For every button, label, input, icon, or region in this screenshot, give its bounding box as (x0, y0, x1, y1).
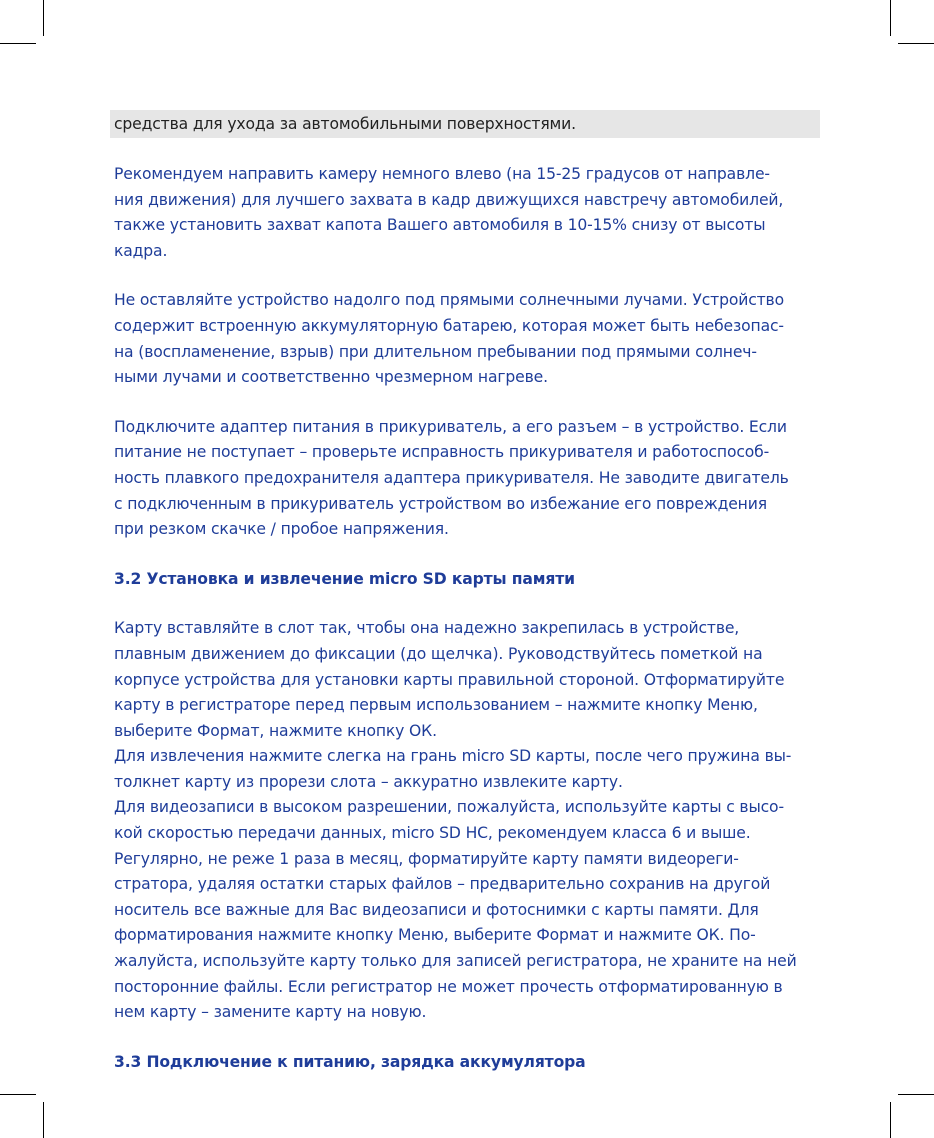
text-line: толкнет карту из прорези слота – аккуратно извлеките карту. (114, 772, 623, 791)
text-line: ния движения) для лучшего захвата в кадр движущихся навстречу автомобилей, (114, 190, 784, 209)
text-line: Для извлечения нажмите слегка на грань micro SD карты, после чего пружина вы- (114, 747, 792, 766)
text-line: карту в регистраторе перед первым использованием – нажмите кнопку Меню, (114, 696, 758, 715)
text-line: кой скоростью передачи данных, micro SD HC, рекомендуем класса 6 и выше. (114, 824, 751, 843)
crop-mark (898, 1094, 934, 1095)
page-content (114, 110, 824, 1075)
paragraph-sun-warning (114, 288, 824, 390)
crop-mark (0, 43, 36, 44)
text-line: с подключенным в прикуриватель устройством во избежание его повреждения (114, 494, 767, 513)
text-line: также установить захват капота Вашего автомобиля в 10-15% снизу от высоты (114, 216, 766, 235)
crop-mark (43, 1102, 44, 1138)
text-line: Подключите адаптер питания в прикуриватель, а его разъем – в устройство. Если (114, 417, 787, 436)
text-line: при резком скачке / пробое напряжения. (114, 520, 449, 539)
text-line: стратора, удаляя остатки старых файлов – предварительно сохранив на другой (114, 875, 771, 894)
text-line: посторонние файлы. Если регистратор не может прочесть отформатированную в (114, 977, 783, 996)
text-line: нем карту – замените карту на новую. (114, 1003, 427, 1022)
highlighted-text-band: средства для ухода за автомобильными поверхностями. (110, 110, 820, 138)
text-line: корпусе устройства для установки карты правильной стороной. Отформатируйте (114, 670, 785, 689)
text-line: форматирования нажмите кнопку Меню, выберите Формат и нажмите ОК. По- (114, 926, 756, 945)
text-line: Карту вставляйте в слот так, чтобы она надежно закрепилась в устройстве, (114, 619, 740, 638)
text-line: ность плавкого предохранителя адаптера прикуривателя. Не заводите двигатель (114, 468, 789, 487)
section-heading-3-3: 3.3 Подключение к питанию, зарядка аккумулятора (114, 1052, 586, 1071)
text-line: Рекомендуем направить камеру немного влево (на 15-25 градусов от направле- (114, 165, 770, 183)
text-line: содержит встроенную аккумуляторную батарею, которая может быть небезопас- (114, 316, 784, 335)
paragraph-camera-angle (114, 162, 824, 264)
text-line: Для видеозаписи в высоком разрешении, пожалуйста, используйте карты с высо- (114, 798, 784, 817)
crop-mark (890, 0, 891, 36)
text-line: Не оставляйте устройство надолго под прямыми солнечными лучами. Устройство (114, 291, 784, 310)
section-heading-3-2: 3.2 Установка и извлечение micro SD карты памяти (114, 569, 575, 588)
crop-mark (898, 43, 934, 44)
text-line: носитель все важные для Вас видеозаписи и фотоснимки с карты памяти. Для (114, 900, 759, 919)
paragraph-power-adapter (114, 415, 824, 543)
crop-mark (0, 1094, 36, 1095)
text-line: ными лучами и соответственно чрезмерном нагреве. (114, 368, 548, 387)
crop-mark (43, 0, 44, 36)
text-line: плавным движением до фиксации (до щелчка). Руководствуйтесь пометкой на (114, 644, 763, 663)
text-line: Регулярно, не реже 1 раза в месяц, форматируйте карту памяти видеореги- (114, 849, 739, 868)
text-line: питание не поступает – проверьте исправность прикуривателя и работоспособ- (114, 443, 770, 462)
text-line: на (воспламенение, взрыв) при длительном пребывании под прямыми солнеч- (114, 342, 757, 361)
text-line: выберите Формат, нажмите кнопку ОК. (114, 721, 437, 740)
crop-mark (890, 1102, 891, 1138)
text-line: жалуйста, используйте карту только для записей регистратора, не храните на ней (114, 952, 797, 971)
text-line: кадра. (114, 241, 168, 260)
paragraph-sd-card (114, 616, 824, 1026)
